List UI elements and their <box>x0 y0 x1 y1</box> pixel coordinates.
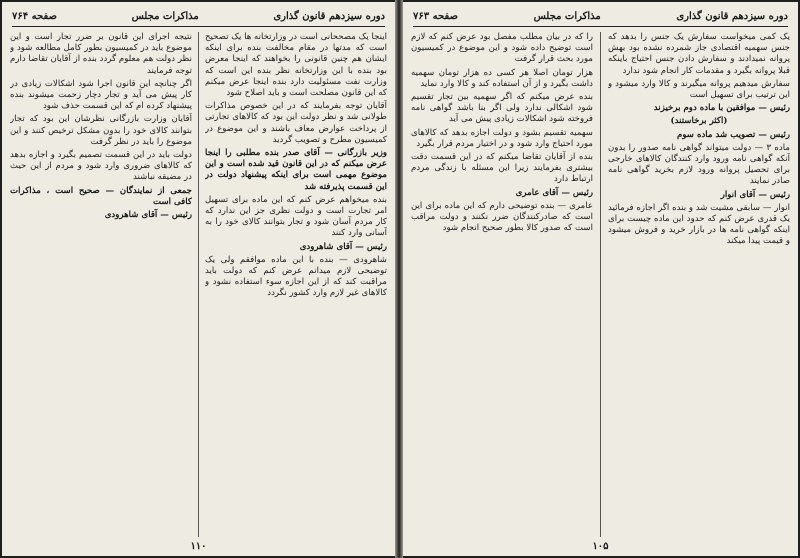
article-text: ماده ۳ — دولت میتواند گواهی نامه صدور را بدون آنکه گواهی نامه ورود وارد کنندگان کالاهای خارجی برای تحصیل پروانه ورود لازم بخرید گواهی نامه صادر نمایند <box>608 142 790 187</box>
paragraph: هزار تومان اصلا هر کسی ده هزار تومان سهمیه داشت بگیرد و از آن استفاده کند و کالا وارد نماید <box>411 67 593 89</box>
right-header-rule <box>413 26 788 27</box>
paragraph: آقایان وزارت بازرگانی نظرشان این بود که تجار بتوانند کالای خود را بدون مشکل ترخیص کنند و این موضوع را باید در نظر گرفت <box>10 114 192 147</box>
left-page <box>2 2 395 556</box>
left-header-rule <box>12 26 385 27</box>
speaker-line: رئیس — موافقین با ماده دوم برخیزند <box>653 103 790 114</box>
paragraph: شاهرودی — بنده با این ماده موافقم ولی یک توضیحی لازم میدانم عرض کنم که دولت باید مراقبت کند که از این اجازه سوء استفاده نشود و کالاهای غیر لازم وارد کشور نگردد <box>205 254 387 299</box>
left-page-header <box>12 8 385 24</box>
paragraph: نتیجه اجرای این قانون بر ضرر تجار است و این موضوع باید در کمیسیون بطور کامل مطالعه شود و نظر دولت هم معلوم گردد بنده از آقایان تقاضا دارم توجه فرمایند <box>10 32 192 76</box>
speaker-line: وزیر بازرگانی — آقای صدر بنده مطلبی را اینجا عرض میکنم که در این قانون قید شده است و این موضوع مهمی است برای اینکه پیشنهاد دولت در این قسمت پذیرفته شد <box>205 148 387 192</box>
paragraph: سفارش میدهیم پروانه میگیرند و کالا وارد میشود و این ترتیب برای تسهیل است <box>608 78 790 101</box>
speaker-line: رئیس — تصویب شد ماده سوم <box>677 129 790 140</box>
paragraph: را که در بیان مطلب مفصل بود عرض کنم که لازم است توضیح داده شود و این موضوع در کمیسیون مورد بحث قرار گرفت <box>411 32 593 65</box>
right-header-page-number: صفحه ۷۶۳ <box>413 10 458 22</box>
speaker-line: جمعی از نمایندگان — صحیح است ، مذاکرات کافی است <box>10 185 192 207</box>
right-header-title: مذاکرات مجلس <box>533 10 601 22</box>
paragraph: یک کمی میخواست سفارش یک جنس را بدهد که جنس سهمیه اقتصادی جاز شمرده نشده بود بهش پروانه نمیدادند و سفارش دادن جنس احتیاج باینکه قبلا پروانه بگیرد و مقدمات کار انجام شود ندارد <box>608 32 790 76</box>
paragraph: انوار — سابقی مشیت شد و بنده اگر اجازه فرمائید یک قدری عرض کنم که حدود این ماده چیست برای اینکه گواهی نامه ها در بازار خرید و فروش میشود و قیمت پیدا میکند <box>608 202 790 247</box>
paragraph: بنده میخواهم عرض کنم که این ماده برای تسهیل امر تجارت است و دولت نظری جز این ندارد که کار مردم آسان شود و تجار بتوانند کالای خود را به آسانی وارد کنند <box>205 194 387 239</box>
paragraph: دولت باید در این قسمت تصمیم بگیرد و اجازه بدهد که کالاهای ضروری وارد شود و مردم از این حیث در مضیقه نباشند <box>10 150 192 183</box>
paragraph: آقایان توجه بفرمایند که در این خصوص مذاکرات طولانی شد و نظر دولت این بود که کالاهای تجارتی از پرداخت عوارض معاف باشند و این موضوع در کمیسیون مطرح و تصویب گردید <box>205 101 387 145</box>
right-header-series: دوره سیزدهم قانون گذاری <box>676 10 788 22</box>
right-page-left-column <box>411 32 593 537</box>
speaker-line: رئیس — آقای شاهرودی <box>104 210 192 221</box>
paragraph: اینجا یک مصححانی است در وزارتخانه ها یک تصحیح است که مدتها در مقام مخالفت بنده برای اینکه ایشان هم چنین قانونی را بخواهند که اینجا معرض بود بنده با این وزارتخانه نظر بنده این است که وزارت نفت مسئولیت دارد بنده اینجا عرض میکنم که این قانون مصلحت است و باید اصلاح شود <box>205 32 387 99</box>
paragraph: اگر چنانچه این قانون اجرا شود اشکالات زیادی در کار پیش می آید و تجار دچار زحمت میشوند بنده پیشنهاد کرده ام که این قسمت حذف شود <box>10 78 192 112</box>
left-page-right-column <box>205 32 387 537</box>
left-header-page-number: صفحه ۷۶۴ <box>12 10 57 22</box>
right-page-header <box>413 8 788 24</box>
paragraph: سهمیه تقسیم بشود و دولت اجازه بدهد که کالاهای مورد احتیاج وارد شود و در اختیار مردم قرار بگیرد <box>411 127 593 149</box>
vote-result: (اکثر برخاستند) <box>670 116 728 127</box>
right-page <box>403 2 798 556</box>
right-page-right-column <box>608 32 790 537</box>
left-page-left-column <box>10 32 192 537</box>
speaker-line: رئیس — آقای انوار <box>720 189 790 200</box>
left-header-series: دوره سیزدهم قانون گذاری <box>273 10 385 22</box>
right-column-divider <box>600 32 601 537</box>
paragraph: عامری — بنده توضیحی دارم که این ماده برای این است که صادرکنندگان ضرر نکنند و دولت مراقب است که صدور کالا بطور صحیح انجام شود <box>411 200 593 234</box>
speaker-line: رئیس — آقای عامری <box>515 187 593 198</box>
paragraph: بنده از آقایان تقاضا میکنم که در این قسمت دقت بیشتری بفرمایند زیرا این مسئله با زندگی مردم ارتباط دارد <box>411 152 593 185</box>
book-gutter <box>395 0 403 558</box>
left-column-divider <box>198 32 199 537</box>
left-page-footer-number: ۱۱۰ <box>190 541 207 552</box>
right-page-footer-number: ۱۰۵ <box>592 541 609 552</box>
speaker-line: رئیس — آقای شاهرودی <box>299 241 387 252</box>
left-header-title: مذاکرات مجلس <box>131 10 199 22</box>
paragraph: بنده عرض میکنم که اگر سهمیه بین تجار تقسیم شود اشکالی ندارد ولی اگر بنا باشد گواهی نامه فروخته شود اشکالات زیادی پیش می آید <box>411 92 593 125</box>
